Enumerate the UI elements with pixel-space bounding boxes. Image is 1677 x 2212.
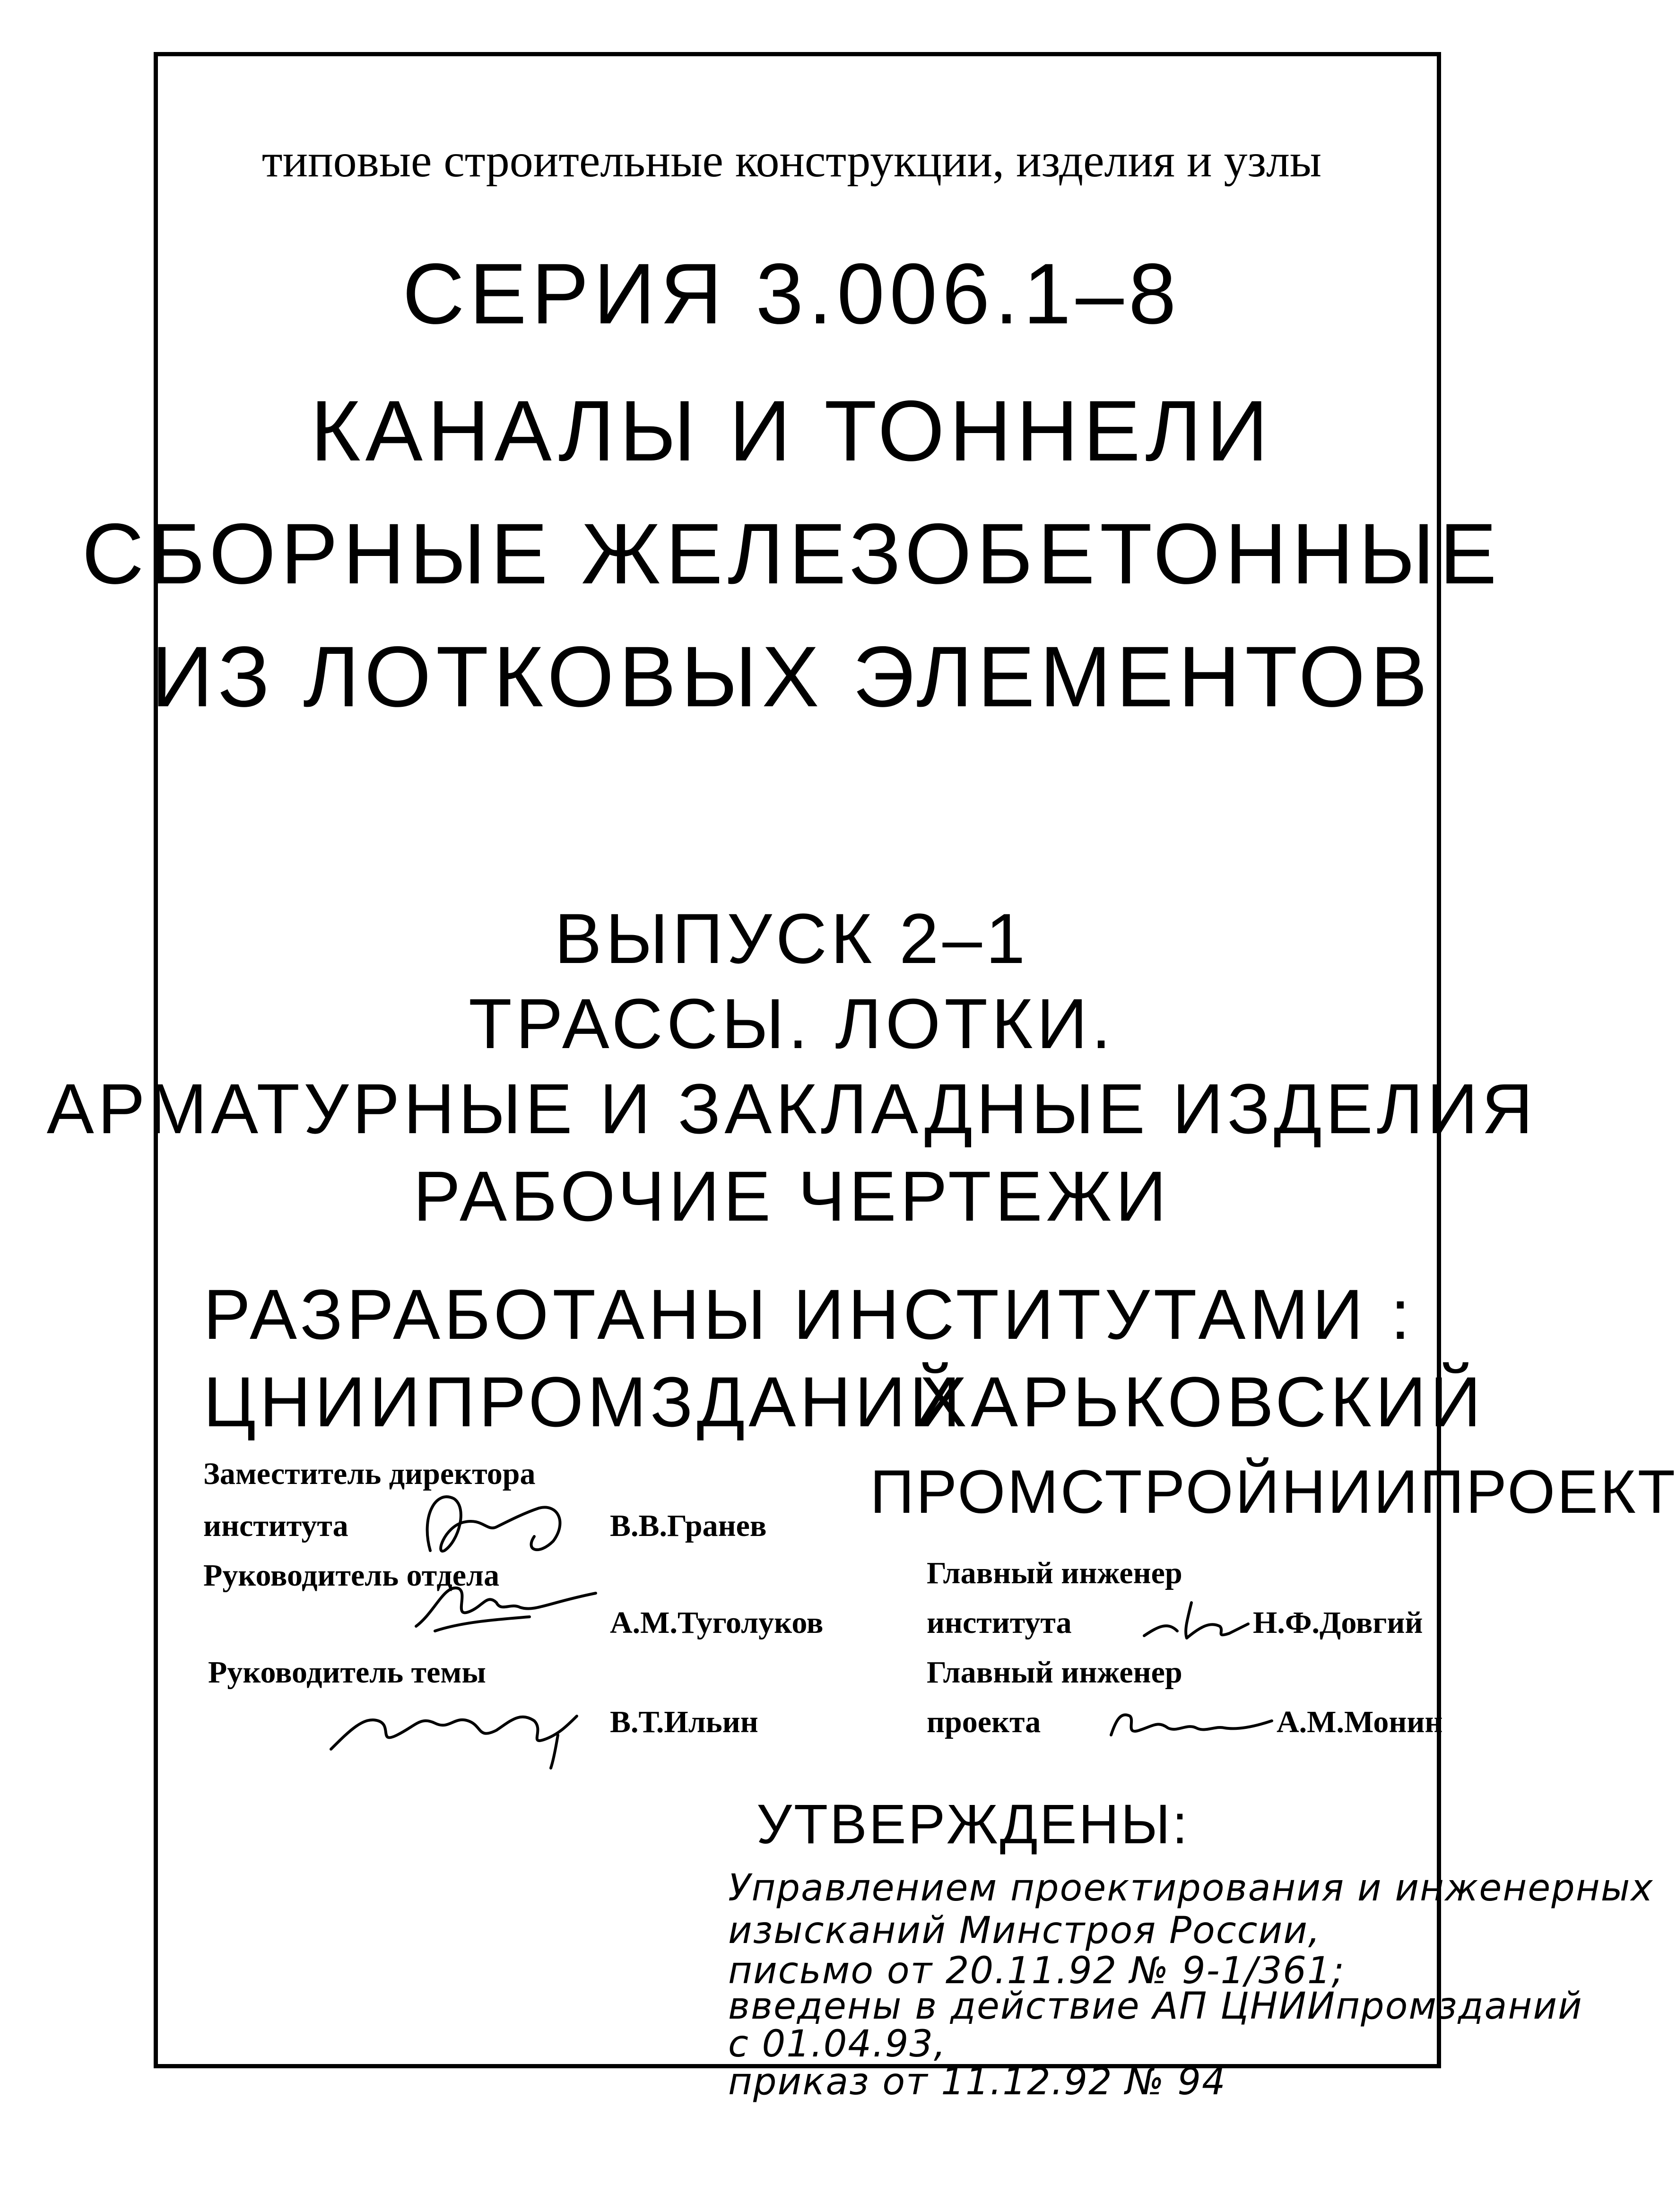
signature-tugolukov [407, 1574, 605, 1636]
approval-line-3: письмо от 20.11.92 № 9-1/361; [728, 1950, 1345, 1992]
right-role-2-line-1: Главный инженер [927, 1655, 1182, 1690]
left-institute: ЦНИИПРОМЗДАНИЙ [203, 1362, 964, 1441]
approval-line-2: изысканий Минстроя России, [728, 1909, 1321, 1952]
signature-monin [1102, 1702, 1277, 1744]
right-institute-line-1: ХАРЬКОВСКИЙ [920, 1362, 1485, 1441]
series-number: СЕРИЯ 3.006.1–8 [402, 245, 1181, 342]
approval-line-1: Управлением проектирования и инженерных [728, 1867, 1654, 1909]
left-role-3: Руководитель темы [208, 1655, 486, 1690]
signature-granev [416, 1480, 572, 1570]
title-line-1: КАНАЛЫ И ТОННЕЛИ [310, 382, 1273, 479]
right-name-2: А.М.Монин [1277, 1705, 1443, 1739]
issue-line-2: АРМАТУРНЫЕ И ЗАКЛАДНЫЕ ИЗДЕЛИЯ [46, 1069, 1537, 1148]
approval-line-6: приказ от 11.12.92 № 94 [728, 2061, 1226, 2103]
signature-dovgiy [1139, 1593, 1253, 1645]
left-name-1: В.В.Гранев [610, 1509, 767, 1543]
developed-heading: РАЗРАБОТАНЫ ИНСТИТУТАМИ : [203, 1275, 1414, 1354]
right-role-1-line-1: Главный инженер [927, 1556, 1182, 1590]
issue-line-3: РАБОЧИЕ ЧЕРТЕЖИ [413, 1156, 1171, 1236]
right-role-1-line-2: института [927, 1605, 1072, 1640]
issue-line-1: ТРАССЫ. ЛОТКИ. [469, 984, 1115, 1063]
approval-line-5: с 01.04.93, [728, 2023, 947, 2065]
left-name-2: А.М.Туголуков [610, 1605, 824, 1640]
signature-ilin [321, 1678, 586, 1773]
title-line-3: ИЗ ЛОТКОВЫХ ЭЛЕМЕНТОВ [151, 628, 1433, 725]
left-role-1-line-2: института [203, 1509, 348, 1543]
left-name-3: В.Т.Ильин [610, 1705, 758, 1739]
approval-heading: УТВЕРЖДЕНЫ: [756, 1793, 1190, 1856]
document-subtitle: типовые строительные конструкции, изделия и узлы [261, 134, 1322, 187]
issue-number: ВЫПУСК 2–1 [554, 899, 1029, 978]
left-role-1-line-1: Заместитель директора [203, 1457, 536, 1491]
title-line-2: СБОРНЫЕ ЖЕЛЕЗОБЕТОННЫЕ [82, 505, 1502, 602]
approval-line-4: введены в действие АП ЦНИИпромзданий [728, 1985, 1583, 2028]
right-institute-line-2: ПРОМСТРОЙНИИПРОЕКТ [870, 1457, 1677, 1526]
left-role-2: Руководитель отдела [203, 1558, 500, 1593]
right-name-1: Н.Ф.Довгий [1253, 1605, 1423, 1640]
right-role-2-line-2: проекта [927, 1705, 1041, 1739]
